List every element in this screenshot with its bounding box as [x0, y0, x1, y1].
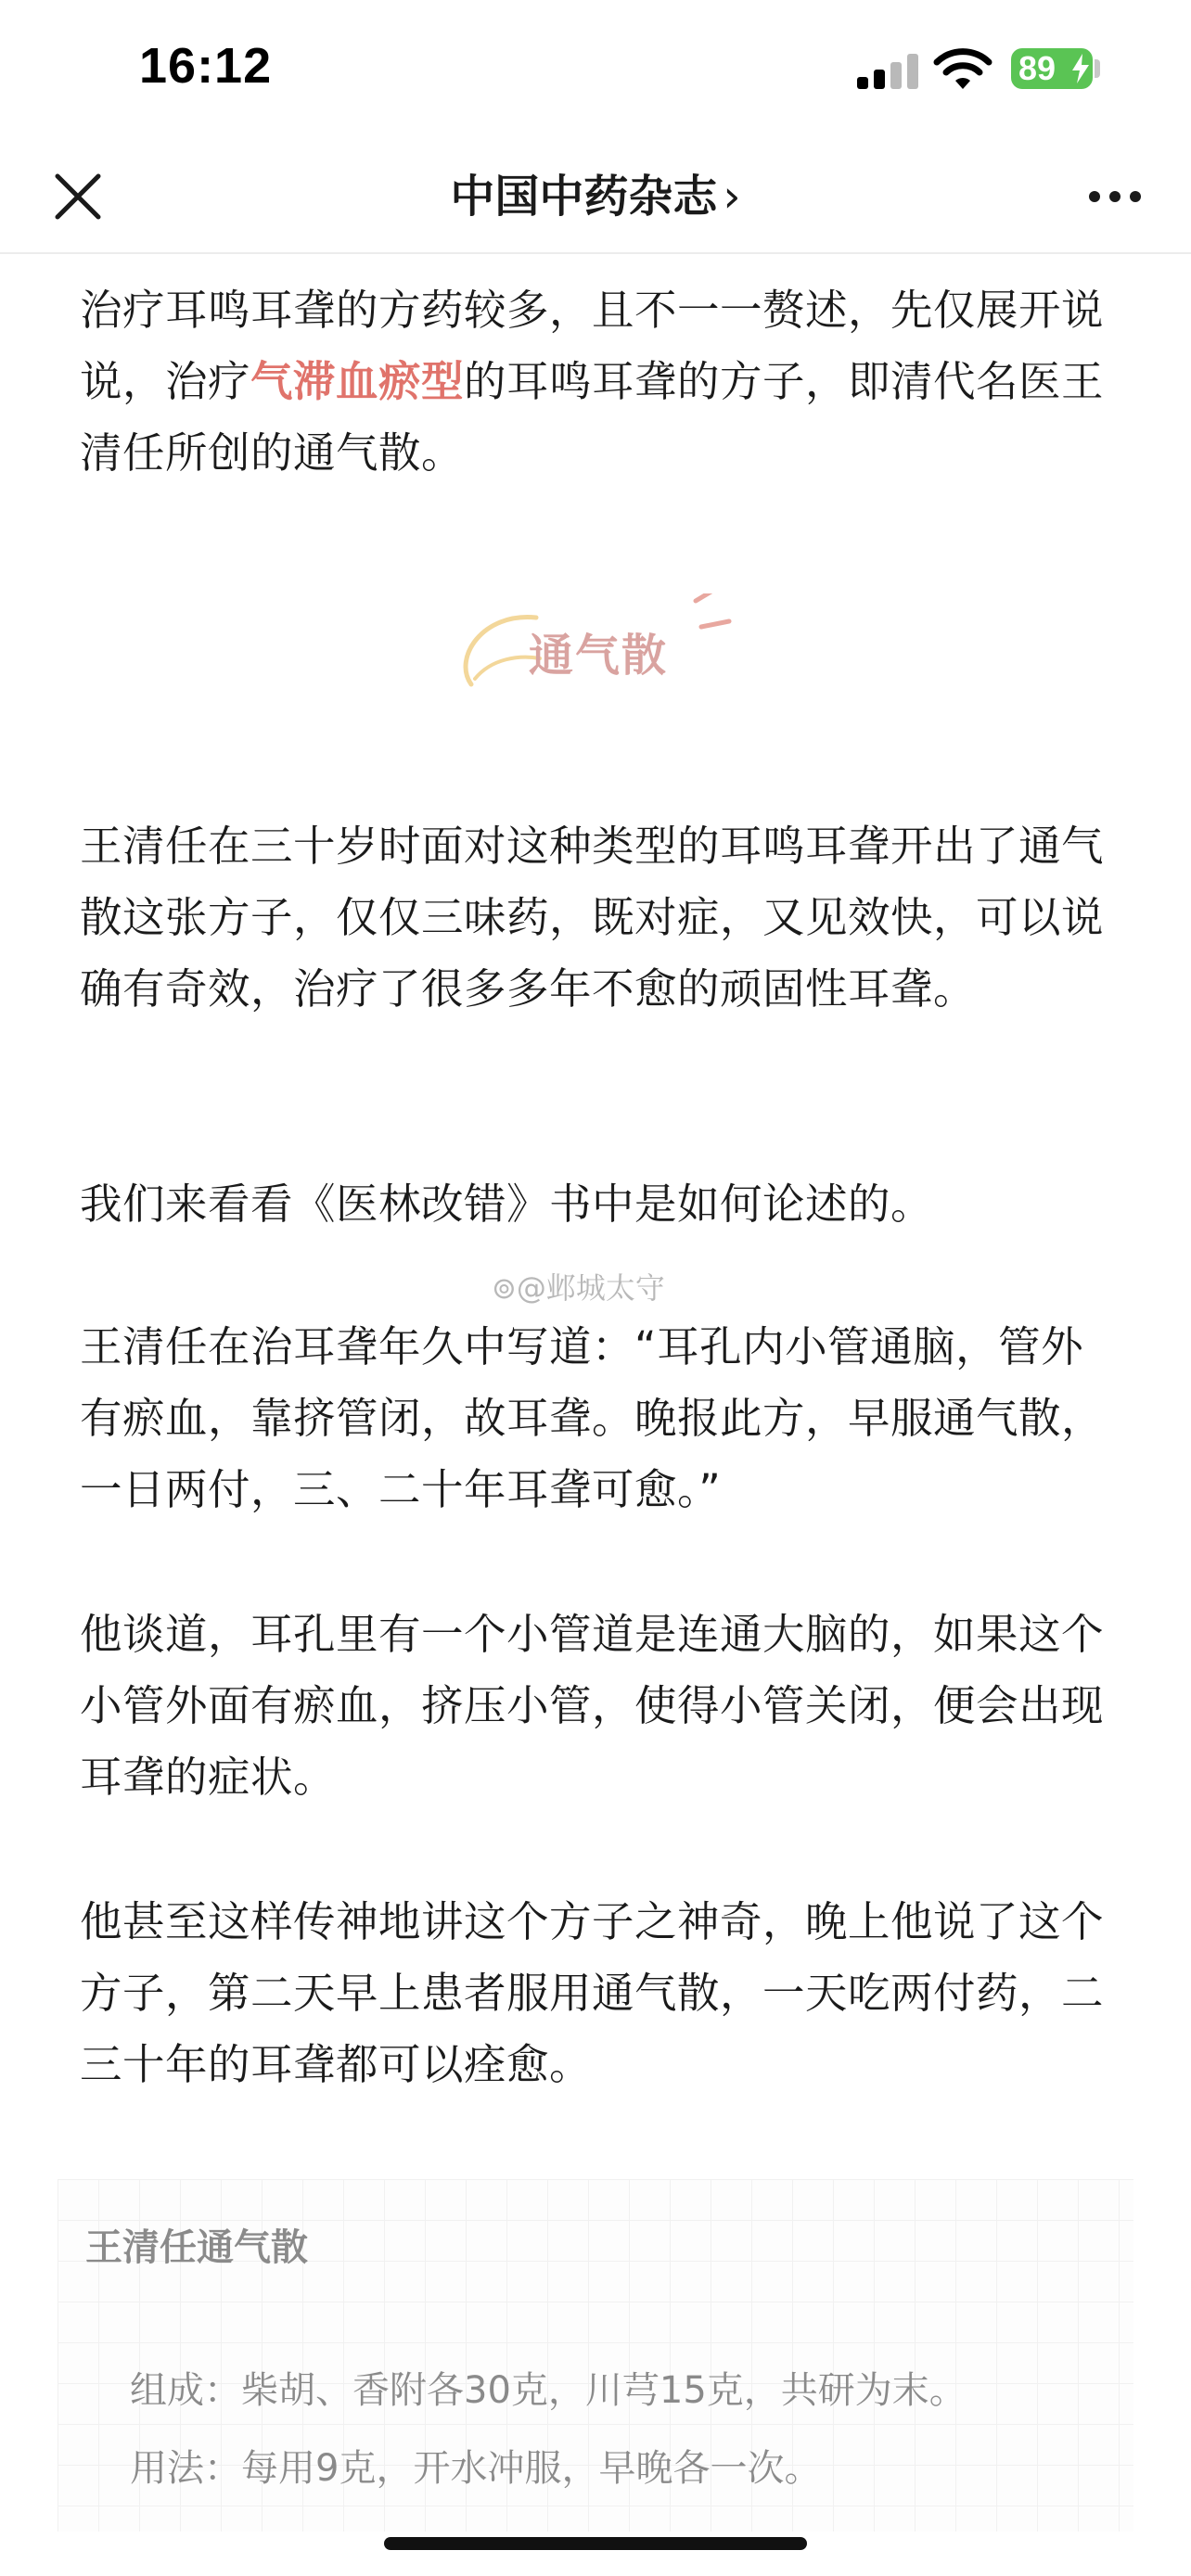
formula-card-title: 王清任通气散 — [85, 2226, 308, 2269]
paragraph-text: 的耳鸣耳聋的方子，即清代名医王清任所创的通气散。 — [80, 357, 1105, 478]
paragraph-text: 他谈道，耳孔里有一个小管道是连通大脑的，如果这个小管外面有瘀血，挤压小管，使得小管关闭，便会出现耳聋的症状。 — [80, 1610, 1105, 1802]
article-paragraph-5 — [80, 1599, 1119, 1813]
wifi-icon — [933, 48, 992, 91]
article-paragraph-6 — [80, 1886, 1119, 2100]
more-icon[interactable] — [1087, 185, 1143, 208]
nav-bar — [0, 139, 1191, 254]
paragraph-text: 我们来看看《医林改错》书中是如何论述的。 — [80, 1180, 934, 1229]
paragraph-text: 他甚至这样传神地讲这个方子之神奇，晚上他说了这个方子，第二天早上患者服用通气散，一天吃两付药，二三十年的耳聋都可以痊愈。 — [80, 1897, 1105, 2089]
battery-charging-icon — [1011, 48, 1093, 89]
watermark-text: @邺城太守 — [516, 1270, 665, 1306]
status-bar — [0, 0, 1191, 139]
article-paragraph-4 — [80, 1311, 1119, 1525]
article-paragraph-2 — [80, 810, 1119, 1025]
highlighted-term: 气滞血瘀型 — [250, 357, 465, 406]
chevron-right-icon: › — [723, 171, 741, 223]
status-time: 16:12 — [139, 38, 273, 94]
formula-composition: 组成：柴胡、香附各30克，川芎15克，共研为末。 — [130, 2369, 967, 2412]
section-heading: 通气散 — [529, 630, 669, 682]
battery-cap — [1095, 59, 1100, 78]
account-title: 中国中药杂志 — [450, 171, 718, 223]
battery-level: 89 — [1018, 49, 1057, 87]
weibo-watermark — [492, 1265, 665, 1307]
account-title-button[interactable] — [0, 167, 1191, 226]
home-indicator[interactable] — [384, 2537, 807, 2550]
paragraph-text: 王清任在三十岁时面对这种类型的耳鸣耳聋开出了通气散这张方子，仅仅三味药，既对症，又见效快，可以说确有奇效，治疗了很多多年不愈的顽固性耳聋。 — [80, 822, 1105, 1014]
weibo-icon: ⊚ — [492, 1270, 517, 1306]
formula-usage: 用法：每用9克，开水冲服，早晚各一次。 — [130, 2447, 822, 2490]
paragraph-text: 治疗耳鸣耳聋的方药较多，且不一一赘述，先仅展开说说，治疗 — [80, 286, 1105, 406]
article-paragraph-3 — [80, 1168, 1119, 1240]
signal-icon — [857, 54, 918, 89]
article-paragraph-1 — [80, 274, 1119, 489]
paragraph-text: 王清任在治耳聋年久中写道：“耳孔内小管通脑，管外有瘀血，靠挤管闭，故耳聋。晚报此方，早服通气散，一日两付，三、二十年耳聋可愈。” — [80, 1322, 1105, 1514]
bolt-icon — [1070, 54, 1091, 83]
